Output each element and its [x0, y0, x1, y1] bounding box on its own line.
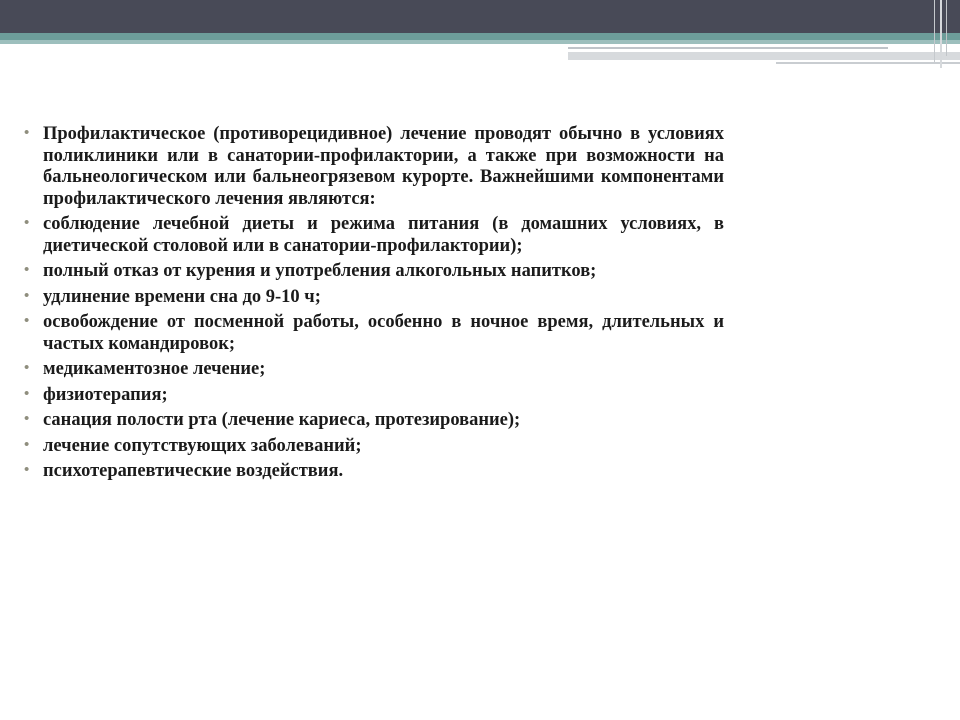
list-item-text: удлинение времени сна до 9-10 ч;: [43, 286, 321, 307]
slide-body: [24, 124, 724, 487]
header-bar: [0, 0, 960, 33]
bullet-icon: •: [24, 436, 30, 453]
list-item: [24, 287, 724, 309]
bullet-icon: •: [24, 313, 30, 329]
list-item: [24, 124, 724, 210]
list-item-text: медикаментозное лечение;: [43, 359, 266, 379]
list-item: [24, 461, 724, 483]
header-accent-strip: [0, 33, 960, 40]
list-item: [24, 410, 724, 432]
bullet-icon: •: [24, 411, 30, 427]
decorative-vertical-line: [946, 0, 947, 56]
decorative-line: [568, 52, 960, 60]
list-item-text: санация полости рта (лечение кариеса, протезирование);: [43, 410, 521, 430]
bullet-icon: •: [24, 385, 30, 402]
bullet-list: [24, 124, 724, 483]
bullet-icon: •: [24, 262, 30, 278]
list-item: [24, 436, 724, 458]
list-item-text: физиотерапия;: [43, 384, 168, 405]
list-item-text: полный отказ от курения и употребления алкогольных напитков;: [43, 261, 597, 281]
decorative-vertical-line: [940, 0, 942, 68]
list-item: [24, 214, 724, 257]
list-item-text: лечение сопутствующих заболеваний;: [43, 435, 362, 456]
bullet-icon: •: [24, 125, 30, 141]
decorative-line: [568, 47, 888, 49]
list-item: [24, 261, 724, 283]
header-accent-strip-light: [0, 40, 960, 44]
bullet-icon: •: [24, 287, 30, 304]
list-item: [24, 359, 724, 381]
bullet-icon: •: [24, 360, 30, 376]
list-item-text: освобождение от посменной работы, особенно в ночное время, длительных и частых командировок;: [43, 312, 724, 354]
list-item: [24, 312, 724, 355]
list-item-text: Профилактическое (противорецидивное) лечение проводят обычно в условиях поликлиники или в санатории-профилактории, а также при возможности на бальнеологическом или бальнеогрязевом курорте. Важнейшими компонентами профилактического лечения являются:: [43, 124, 724, 209]
list-item-text: психотерапевтические воздействия.: [43, 461, 344, 481]
decorative-line: [776, 62, 960, 64]
list-item: [24, 385, 724, 407]
bullet-icon: •: [24, 215, 30, 231]
bullet-icon: •: [24, 462, 30, 478]
decorative-vertical-line: [934, 0, 935, 62]
list-item-text: соблюдение лечебной диеты и режима питания (в домашних условиях, в диетической столовой или в санатории-профилактории);: [43, 214, 724, 256]
